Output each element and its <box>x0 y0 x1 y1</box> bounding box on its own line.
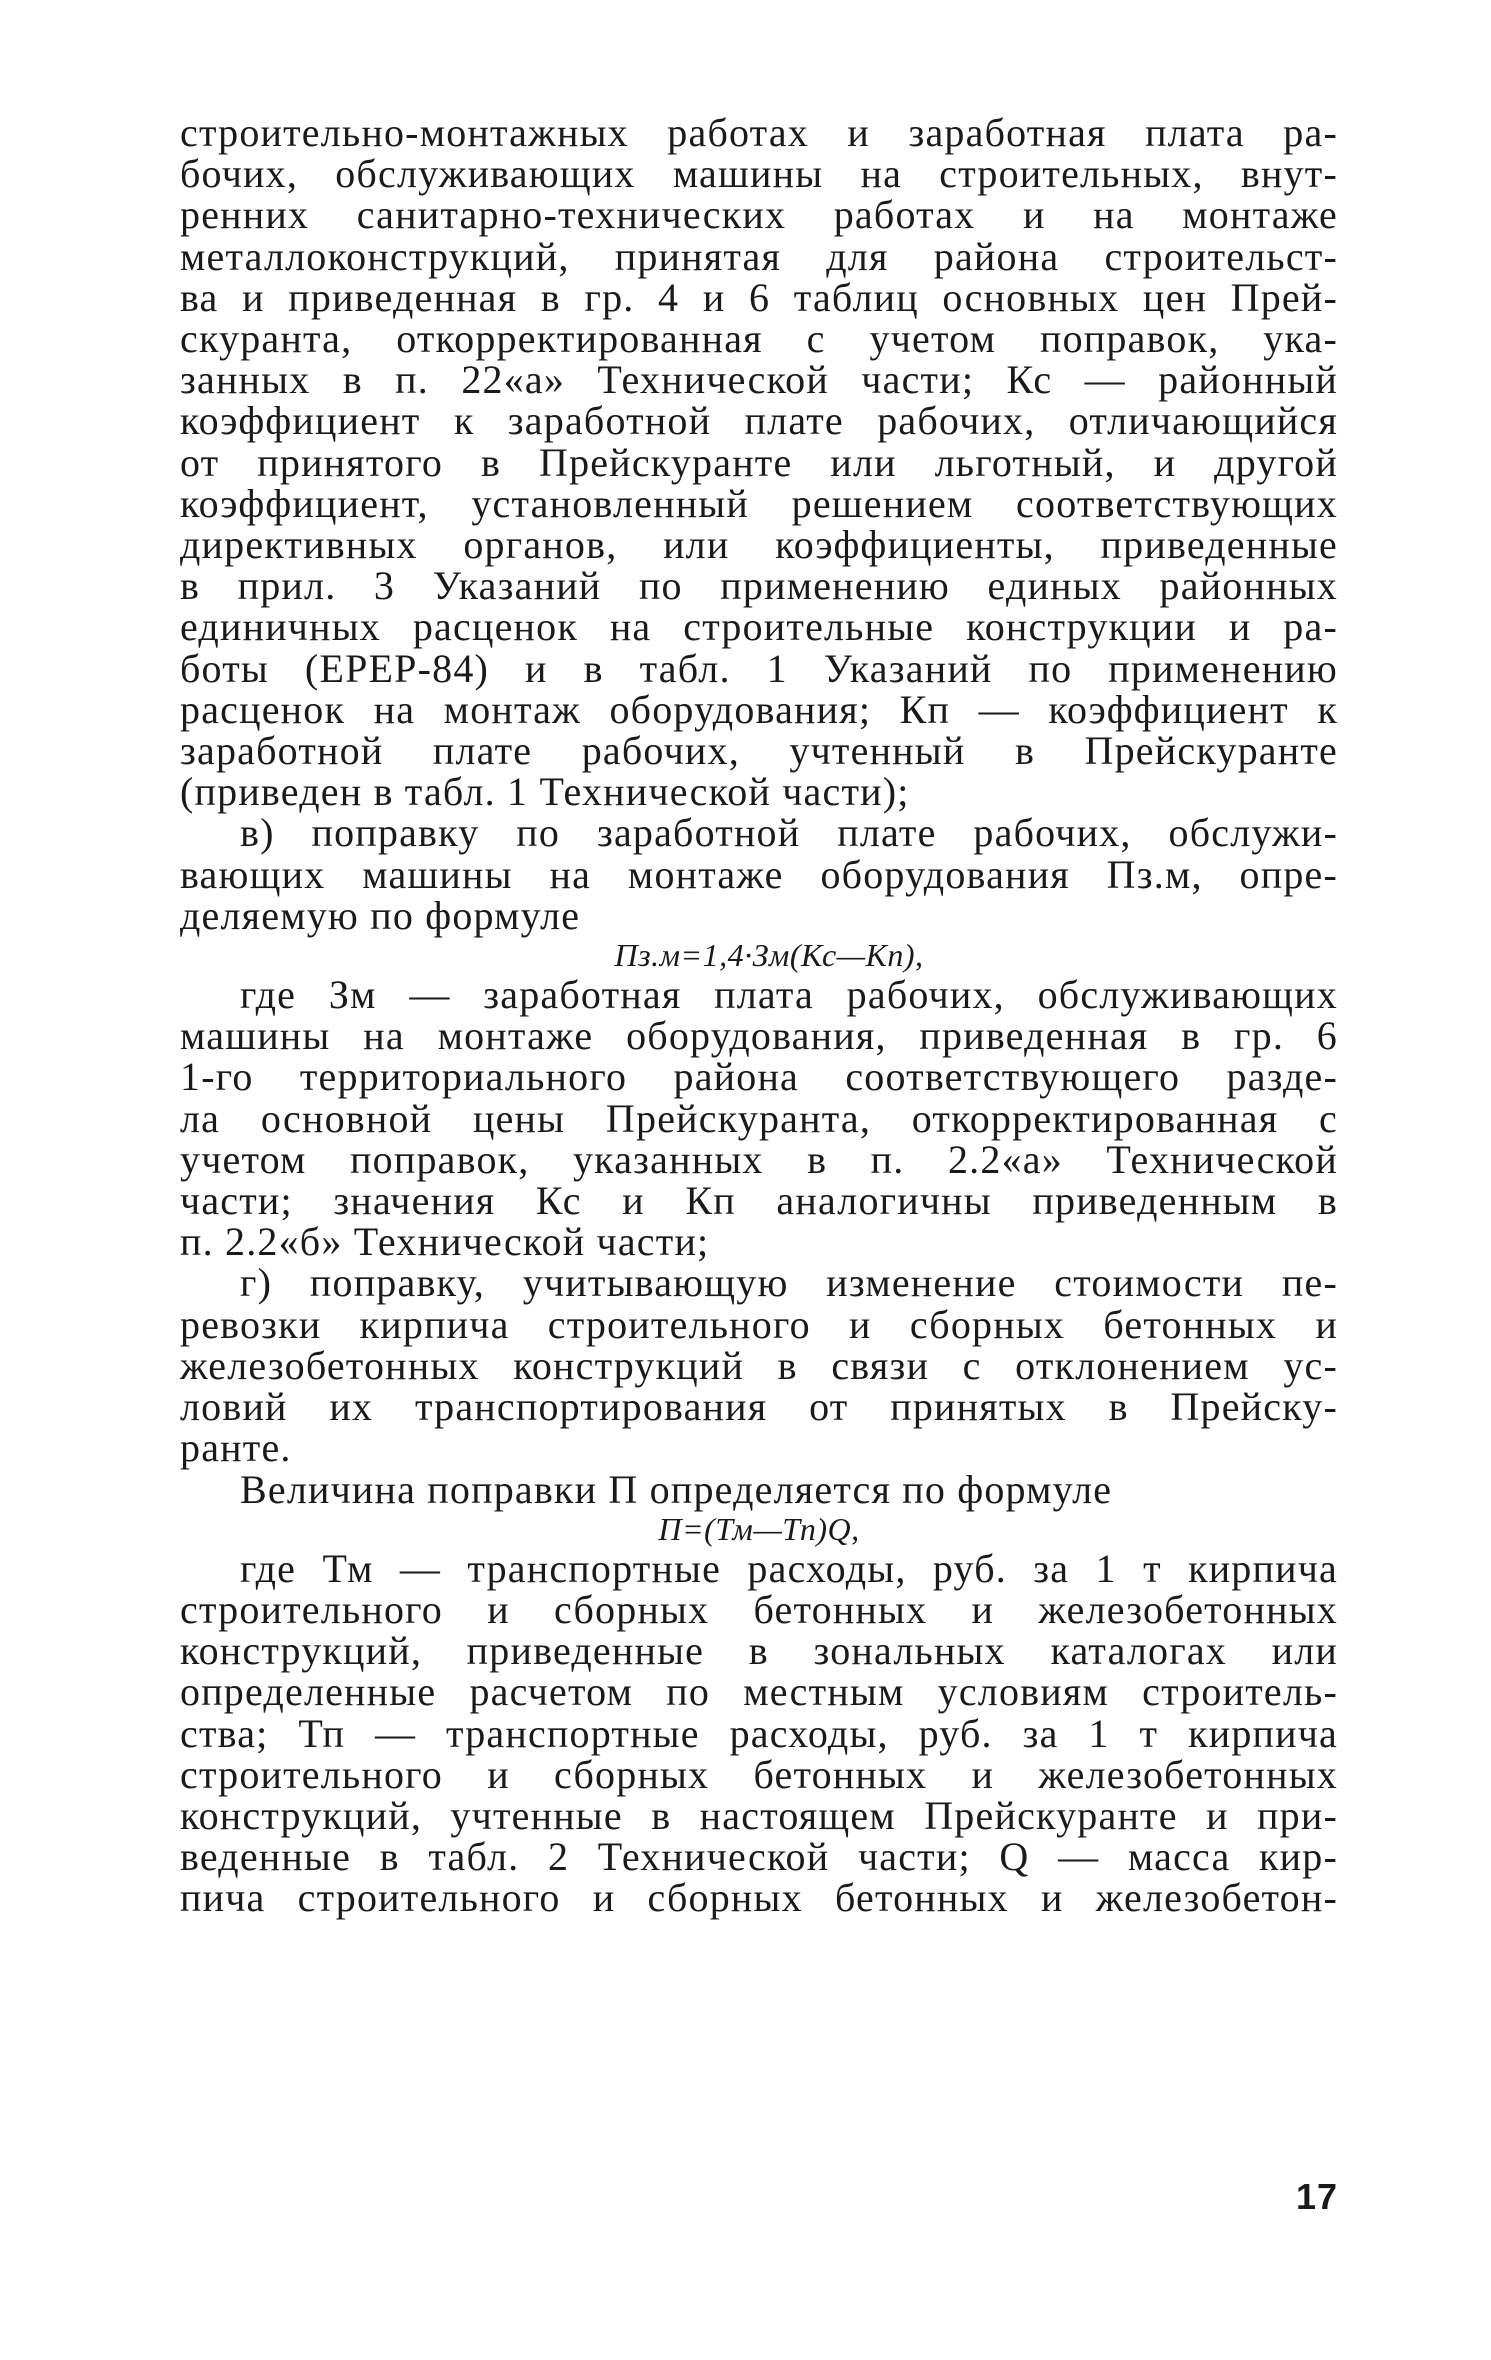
text-line: ловий их транспортирования от принятых в Прейску- <box>180 1384 1338 1430</box>
text-line: ревозки кирпича строительного и сборных бетонных и <box>180 1301 1338 1347</box>
text-line: ва и приведенная в гр. 4 и 6 таблиц основных цен Прей- <box>180 274 1338 320</box>
text-line: пича строительного и сборных бетонных и железобетон- <box>180 1875 1338 1921</box>
text-line: коэффициент к заработной плате рабочих, отличающийся <box>180 398 1338 444</box>
text-line: коэффициент, установленный решением соответствующих <box>180 480 1338 526</box>
text-line: ла основной цены Прейскуранта, откорректированная с <box>180 1095 1338 1141</box>
text-line: вающих машины на монтаже оборудования Пз.м, опре- <box>180 851 1338 897</box>
text-line: деляемую по формуле <box>180 892 581 938</box>
text-line: металлоконструкций, принятая для района строительст- <box>180 233 1338 279</box>
text-line: ства; Тп — транспортные расходы, руб. за 1 т кирпича <box>180 1710 1338 1756</box>
text-line: заработной плате рабочих, учтенный в Прейскуранте <box>180 728 1338 774</box>
text-line: бочих, обслуживающих машины на строительных, внут- <box>180 151 1338 197</box>
text-line: Величина поправки П определяется по формуле <box>240 1466 1113 1512</box>
text-line: занных в п. 22«а» Технической части; Кс — районный <box>180 357 1338 403</box>
text-line: расценок на монтаж оборудования; Кп — коэффициент к <box>180 686 1338 732</box>
text-line: ренних санитарно-технических работах и на монтаже <box>180 192 1338 238</box>
page-number: 17 <box>1296 2176 1339 2217</box>
text-line: (приведен в табл. 1 Технической части); <box>180 769 910 815</box>
paragraph-continuation <box>180 112 1338 1919</box>
text-line: определенные расчетом по местным условиям строитель- <box>180 1669 1338 1715</box>
text-line: железобетонных конструкций в связи с отклонением ус- <box>180 1342 1338 1388</box>
text-line: строительного и сборных бетонных и железобетонных <box>180 1751 1338 1797</box>
formula-transport-correction: П=(Тм—Тп)Q, <box>658 1510 860 1547</box>
formula-wage-correction: Пз.м=1,4·Зм(Кс—Кп), <box>614 937 924 974</box>
text-line: учетом поправок, указанных в п. 2.2«а» Технической <box>180 1136 1338 1182</box>
text-line: в прил. 3 Указаний по применению единых районных <box>180 563 1338 609</box>
text-line: ранте. <box>180 1425 292 1471</box>
text-line: где Тм — транспортные расходы, руб. за 1 т кирпича <box>240 1545 1338 1591</box>
text-line: боты (ЕРЕР-84) и в табл. 1 Указаний по применению <box>180 645 1338 691</box>
text-line: г) поправку, учитывающую изменение стоимости пе- <box>240 1260 1338 1306</box>
text-line: конструкций, приведенные в зональных каталогах или <box>180 1628 1338 1674</box>
text-line: скуранта, откорректированная с учетом поправок, ука- <box>180 316 1338 362</box>
text-line: в) поправку по заработной плате рабочих, обслужи- <box>240 810 1338 856</box>
text-line: п. 2.2«б» Технической части; <box>180 1219 710 1265</box>
text-line: от принятого в Прейскуранте или льготный, и другой <box>180 439 1338 485</box>
text-line: строительного и сборных бетонных и железобетонных <box>180 1586 1338 1632</box>
text-line: где Зм — заработная плата рабочих, обслуживающих <box>240 972 1338 1018</box>
text-line: единичных расценок на строительные конструкции и ра- <box>180 604 1338 650</box>
text-line: директивных органов, или коэффициенты, приведенные <box>180 522 1338 568</box>
text-line: веденные в табл. 2 Технической части; Q — масса кир- <box>180 1834 1338 1880</box>
text-line: части; значения Кс и Кп аналогичны приведенным в <box>180 1178 1338 1224</box>
text-line: машины на монтаже оборудования, приведенная в гр. 6 <box>180 1013 1338 1059</box>
text-line: конструкций, учтенные в настоящем Прейскуранте и при- <box>180 1792 1338 1838</box>
text-line: строительно-монтажных работах и заработная плата ра- <box>180 110 1338 155</box>
text-line: 1-го территориального района соответствующего разде- <box>180 1054 1338 1100</box>
